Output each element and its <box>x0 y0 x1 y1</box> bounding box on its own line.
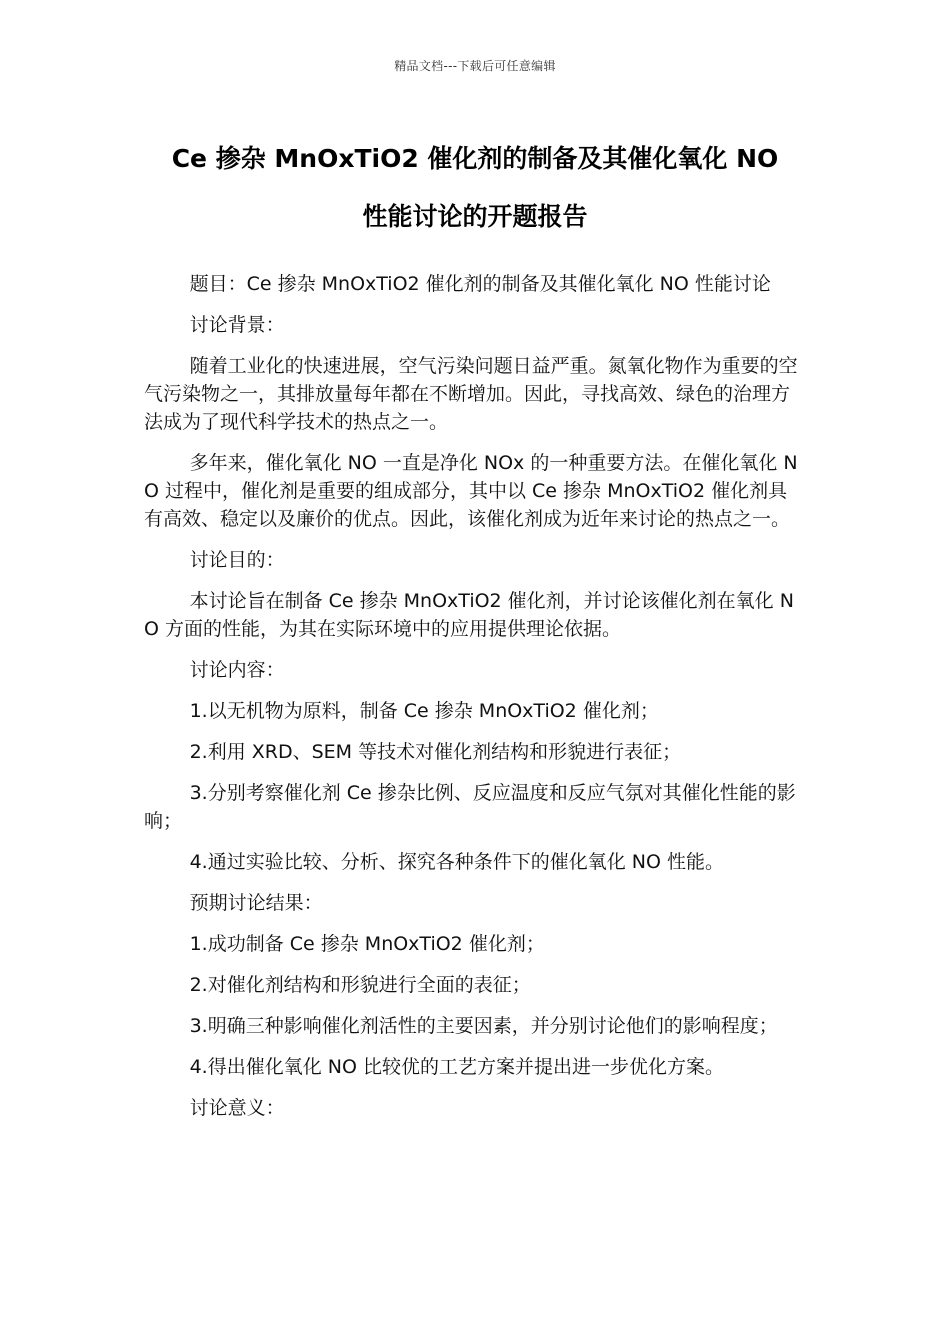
result-item-1: 1.成功制备 Ce 掺杂 MnOxTiO2 催化剂； <box>189 933 545 955</box>
result-item-2: 2.对催化剂结构和形貌进行全面的表征； <box>189 974 531 996</box>
paragraph-topic: 题目：Ce 掺杂 MnOxTiO2 催化剂的制备及其催化氧化 NO 性能讨论 <box>189 273 771 295</box>
result-item-3: 3.明确三种影响催化剂活性的主要因素，并分别讨论他们的影响程度； <box>189 1015 778 1037</box>
heading-significance: 讨论意义： <box>189 1097 285 1119</box>
content-item-2: 2.利用 XRD、SEM 等技术对催化剂结构和形貌进行表征； <box>189 741 682 763</box>
document-body <box>144 270 806 1135</box>
heading-expected-results: 预期讨论结果： <box>189 892 323 914</box>
content-item-3: 3.分别考察催化剂 Ce 掺杂比例、反应温度和反应气氛对其催化性能的影响； <box>144 782 796 832</box>
result-item-4: 4.得出催化氧化 NO 比较优的工艺方案并提出进一步优化方案。 <box>189 1056 724 1078</box>
content-item-1: 1.以无机物为原料，制备 Ce 掺杂 MnOxTiO2 催化剂； <box>189 700 659 722</box>
content-item-4: 4.通过实验比较、分析、探究各种条件下的催化氧化 NO 性能。 <box>189 851 724 873</box>
paragraph-background-2: 多年来，催化氧化 NO 一直是净化 NOx 的一种重要方法。在催化氧化 NO 过程中，催化剂是重要的组成部分，其中以 Ce 掺杂 MnOxTiO2 催化剂具有高效、稳定以及廉价的优点。因此，该催化剂成为近年来讨论的热点之一。 <box>144 452 798 530</box>
paragraph-purpose: 本讨论旨在制备 Ce 掺杂 MnOxTiO2 催化剂，并讨论该催化剂在氧化 NO 方面的性能，为其在实际环境中的应用提供理论依据。 <box>144 590 794 640</box>
document-title <box>100 130 850 246</box>
title-line-2: 性能讨论的开题报告 <box>362 202 588 231</box>
heading-background: 讨论背景： <box>189 314 285 336</box>
heading-purpose: 讨论目的： <box>189 549 285 571</box>
heading-content: 讨论内容： <box>189 659 285 681</box>
paragraph-background: 随着工业化的快速进展，空气污染问题日益严重。氮氧化物作为重要的空气污染物之一，其排放量每年都在不断增加。因此，寻找高效、绿色的治理方法成为了现代科学技术的热点之一。 <box>144 355 798 433</box>
header-note: 精品文档---下载后可任意编辑 <box>394 59 556 73</box>
title-line-1: Ce 掺杂 MnOxTiO2 催化剂的制备及其催化氧化 NO <box>171 144 779 173</box>
